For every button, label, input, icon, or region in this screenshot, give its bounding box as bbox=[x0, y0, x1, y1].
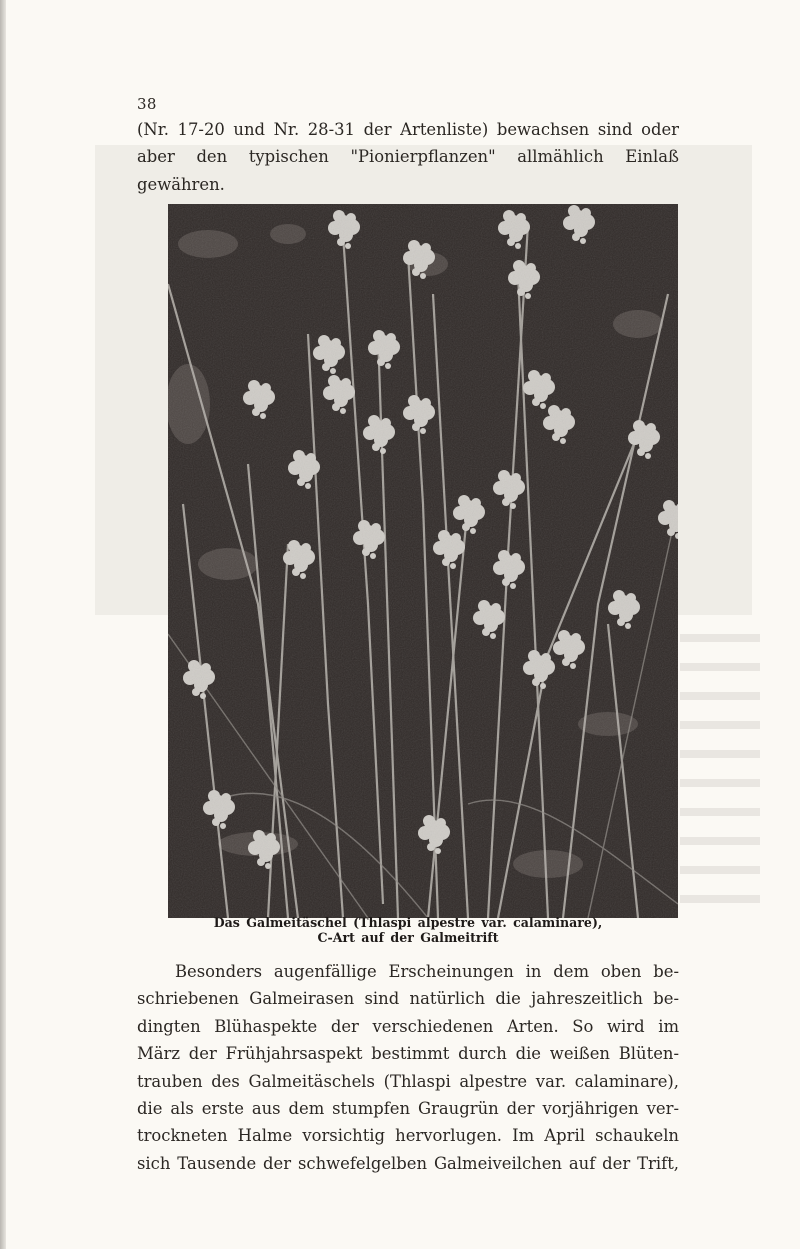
caption-line: Das Galmeitäschel (Thlaspi alpestre var. calaminare), bbox=[213, 915, 603, 930]
text-line: dingten Blühaspekte der verschiedenen Arten. So wird im bbox=[137, 1016, 679, 1036]
bottom-paragraph bbox=[137, 958, 679, 1177]
text-line: schriebenen Galmeirasen sind natürlich die jahreszeitlich be- bbox=[137, 989, 679, 1009]
page-edge-shadow bbox=[0, 0, 6, 1249]
text-line: Besonders augenfällige Erscheinungen in dem oben be- bbox=[175, 962, 679, 981]
text-line: die als erste aus dem stumpfen Graugrün der vorjährigen ver- bbox=[137, 1098, 679, 1118]
text-line: trauben des Galmeitäschels (Thlaspi alpestre var. calaminare), bbox=[137, 1071, 679, 1091]
caption-line: C-Art auf der Galmeitrift bbox=[317, 930, 499, 945]
text-line: gewähren. bbox=[137, 174, 225, 194]
text-line: sich Tausende der schwefelgelben Galmeiveilchen auf der Trift, bbox=[137, 1153, 679, 1173]
text-line: (Nr. 17-20 und Nr. 28-31 der Artenliste) bewachsen sind oder bbox=[137, 120, 679, 139]
text-line: März der Frühjahrsaspekt bestimmt durch die weißen Blüten- bbox=[137, 1044, 679, 1064]
figure-caption bbox=[137, 915, 679, 945]
text-line: aber den typischen "Pionierpflanzen" allmählich Einlaß bbox=[137, 147, 679, 167]
flower-photo-illustration bbox=[168, 204, 678, 918]
top-paragraph bbox=[137, 116, 679, 198]
reverse-side-text-bleed bbox=[680, 620, 760, 920]
figure-photo bbox=[168, 204, 678, 918]
text-line: trockneten Halme vorsichtig hervorlugen. Im April schaukeln bbox=[137, 1126, 679, 1146]
page-number: 38 bbox=[137, 95, 157, 113]
